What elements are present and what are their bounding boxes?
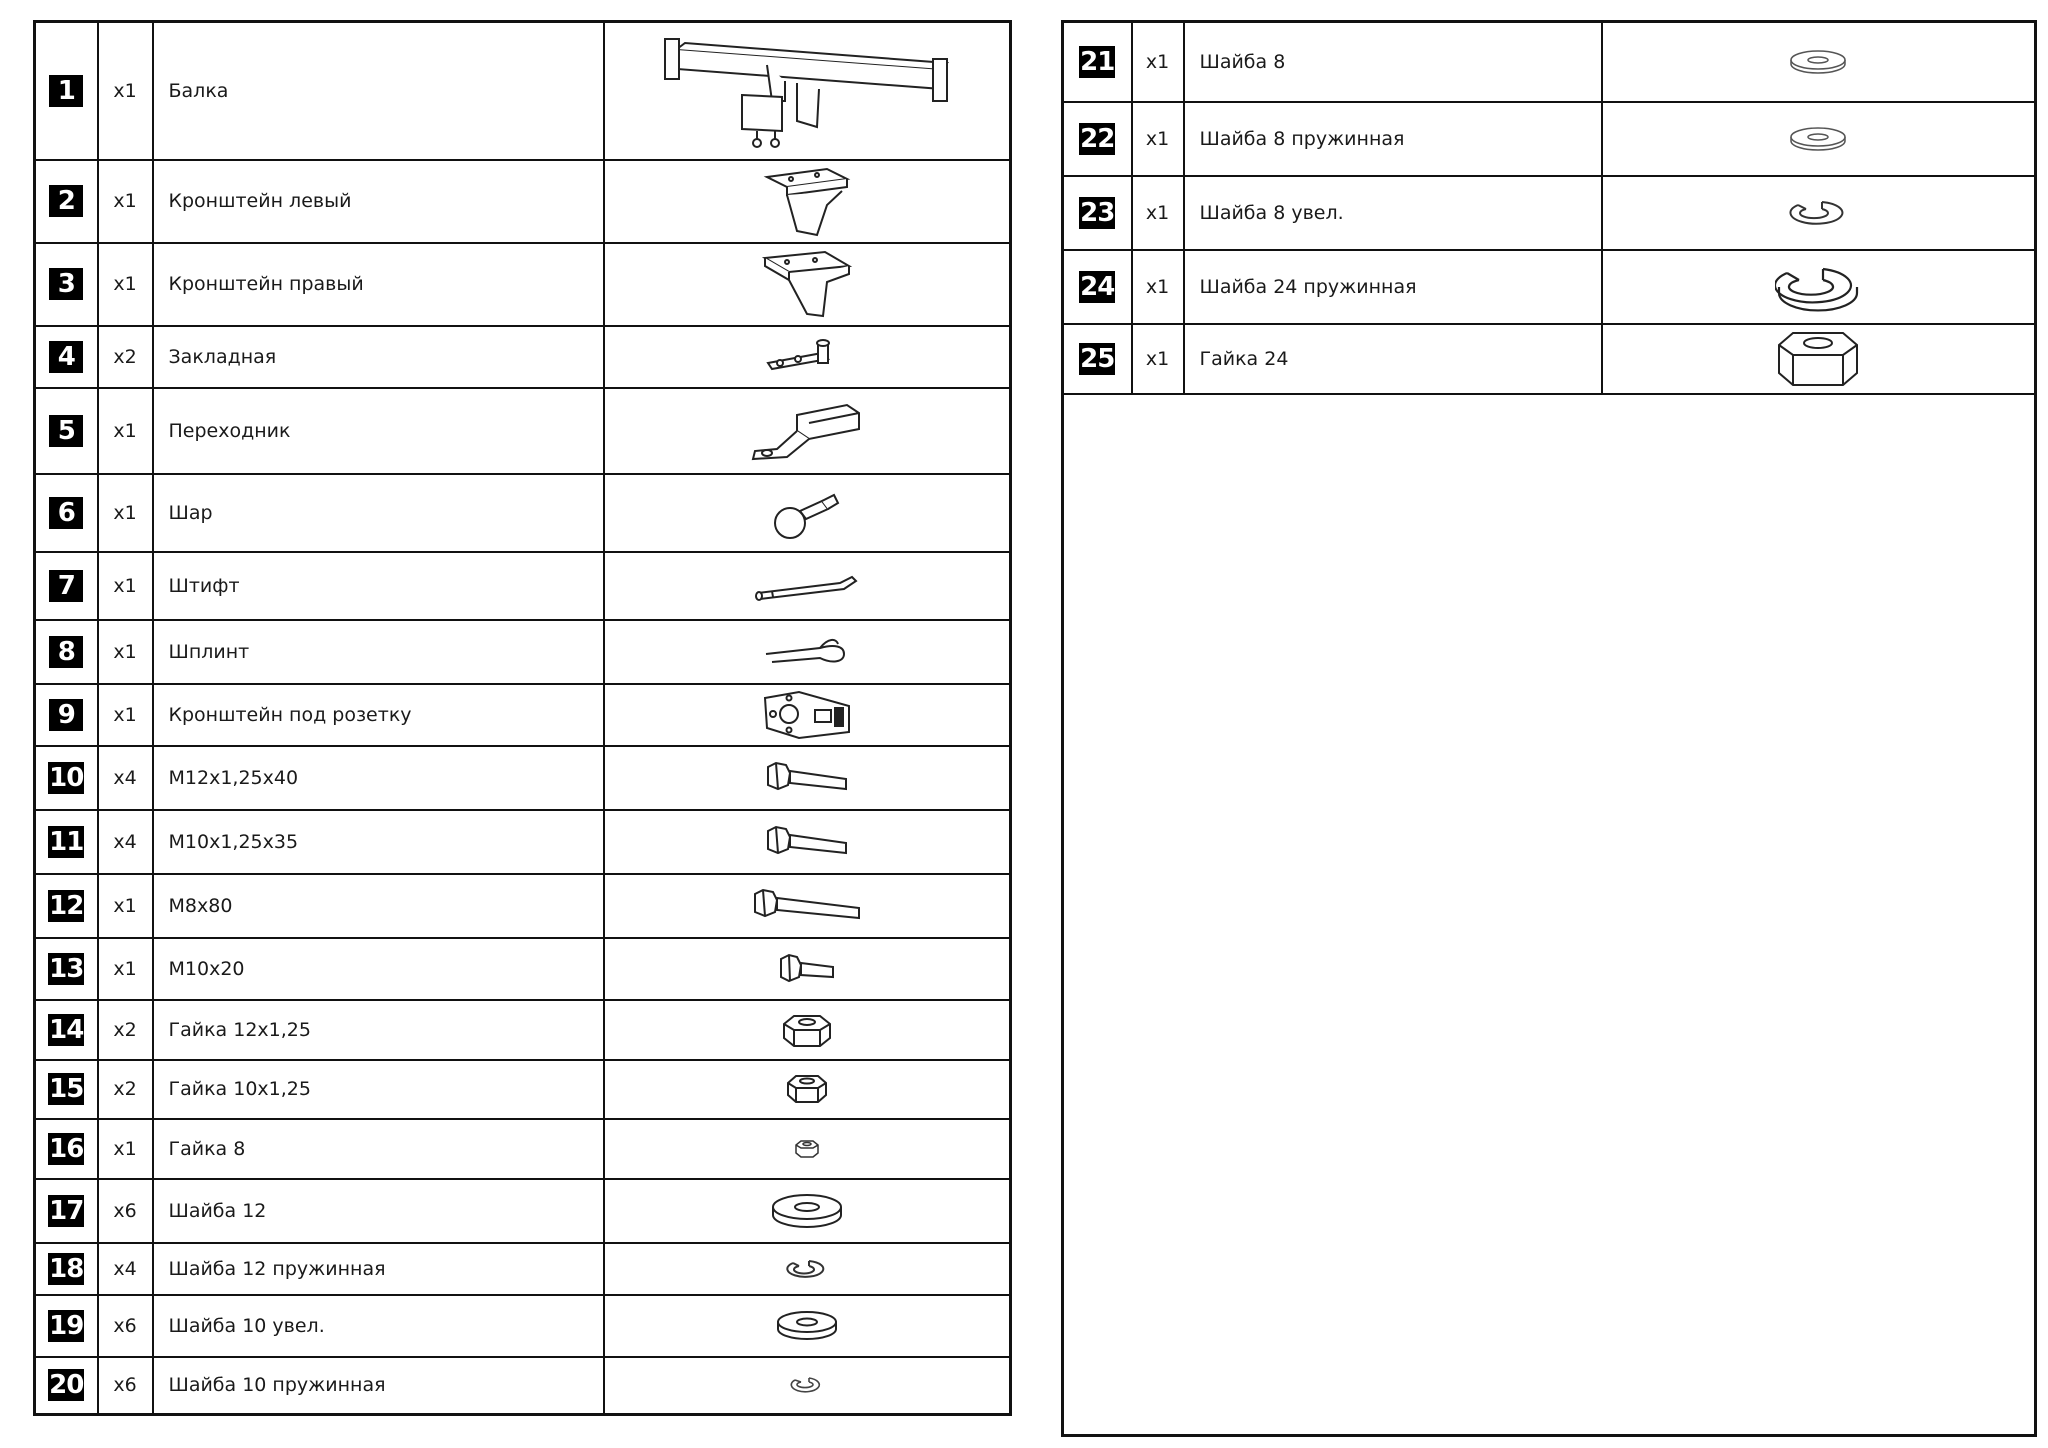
left-bracket-icon	[757, 165, 857, 237]
pin-icon	[752, 569, 862, 603]
item-number: 25	[1080, 343, 1115, 374]
item-number: 4	[49, 341, 83, 373]
table-row	[35, 1243, 1011, 1295]
spring-washer-icon	[785, 1255, 829, 1283]
item-number: 10	[49, 762, 84, 793]
item-quantity: x4	[98, 810, 153, 874]
item-quantity: x1	[1132, 22, 1184, 102]
large-hex-nut-icon	[1775, 329, 1861, 389]
right-bracket-icon	[757, 248, 857, 320]
table-row	[35, 1119, 1011, 1179]
beam-icon	[657, 31, 957, 151]
table-row	[1063, 324, 2036, 394]
item-quantity: x1	[98, 1119, 153, 1179]
item-name: Шайба 8 пружинная	[1184, 102, 1602, 176]
item-number: 11	[49, 826, 84, 857]
table-row	[35, 1179, 1011, 1243]
parts-table-left	[33, 20, 1012, 1416]
table-row	[35, 938, 1011, 1000]
item-quantity: x1	[98, 243, 153, 326]
item-name: Балка	[153, 22, 604, 160]
table-row	[35, 874, 1011, 938]
bolt-icon	[762, 823, 852, 861]
empty-area	[1063, 394, 2036, 1436]
item-name: М10х1,25х35	[153, 810, 604, 874]
item-quantity: x1	[98, 552, 153, 620]
item-name: Гайка 12х1,25	[153, 1000, 604, 1060]
item-number: 12	[49, 890, 84, 921]
item-number: 6	[49, 497, 83, 529]
cotter-pin-icon	[762, 632, 852, 672]
item-number: 14	[49, 1014, 84, 1045]
bolt-icon	[762, 759, 852, 797]
item-quantity: x6	[98, 1357, 153, 1415]
item-name: М12х1,25х40	[153, 746, 604, 810]
table-row	[35, 326, 1011, 388]
table-row	[35, 620, 1011, 684]
item-number: 2	[49, 185, 83, 217]
item-number: 13	[49, 953, 84, 984]
item-name: Шайба 24 пружинная	[1184, 250, 1602, 324]
item-quantity: x1	[1132, 102, 1184, 176]
item-name: Кронштейн правый	[153, 243, 604, 326]
item-quantity: x1	[1132, 250, 1184, 324]
item-number: 19	[49, 1310, 84, 1341]
item-name: М8х80	[153, 874, 604, 938]
item-number: 8	[49, 636, 83, 668]
embed-plate-icon	[762, 337, 852, 377]
item-quantity: x1	[98, 938, 153, 1000]
item-number: 21	[1080, 46, 1115, 77]
item-number: 16	[49, 1133, 84, 1164]
item-number: 9	[49, 699, 83, 731]
item-name: Шайба 8 увел.	[1184, 176, 1602, 250]
table-row	[35, 684, 1011, 746]
item-number: 3	[49, 268, 83, 300]
spring-washer-icon	[789, 1373, 825, 1397]
table-row	[35, 388, 1011, 474]
tow-ball-icon	[762, 483, 852, 543]
item-number: 7	[49, 570, 83, 602]
item-quantity: x4	[98, 1243, 153, 1295]
item-name: Переходник	[153, 388, 604, 474]
item-quantity: x1	[98, 474, 153, 552]
table-row	[1063, 250, 2036, 324]
small-hex-nut-icon	[793, 1138, 821, 1160]
item-name: Закладная	[153, 326, 604, 388]
socket-bracket-icon	[759, 688, 855, 742]
item-quantity: x2	[98, 1060, 153, 1119]
item-number: 1	[49, 75, 83, 107]
item-name: Гайка 8	[153, 1119, 604, 1179]
spring-washer-icon	[1788, 195, 1848, 231]
item-quantity: x2	[98, 1000, 153, 1060]
item-number: 24	[1080, 271, 1115, 302]
item-number: 18	[49, 1253, 84, 1284]
item-quantity: x6	[98, 1179, 153, 1243]
flat-washer-icon	[774, 1306, 840, 1346]
item-name: Шайба 8	[1184, 22, 1602, 102]
item-number: 5	[49, 415, 83, 447]
table-row	[35, 1357, 1011, 1415]
table-row	[35, 1060, 1011, 1119]
item-name: Шайба 10 увел.	[153, 1295, 604, 1357]
table-row	[1063, 22, 2036, 102]
item-number: 17	[49, 1195, 84, 1226]
short-bolt-icon	[775, 951, 839, 987]
item-name: М10х20	[153, 938, 604, 1000]
item-quantity: x4	[98, 746, 153, 810]
flat-washer-icon	[1788, 48, 1848, 76]
item-name: Гайка 24	[1184, 324, 1602, 394]
table-row	[1063, 176, 2036, 250]
table-row	[35, 160, 1011, 243]
item-quantity: x1	[1132, 324, 1184, 394]
flat-washer-icon	[769, 1189, 845, 1233]
table-row	[1063, 102, 2036, 176]
parts-table-right	[1061, 20, 2037, 1437]
item-name: Шайба 10 пружинная	[153, 1357, 604, 1415]
hex-nut-icon	[780, 1010, 834, 1050]
table-row	[35, 474, 1011, 552]
table-row	[35, 1000, 1011, 1060]
table-row	[35, 746, 1011, 810]
item-name: Шайба 12	[153, 1179, 604, 1243]
item-name: Кронштейн левый	[153, 160, 604, 243]
adapter-icon	[747, 397, 867, 465]
flat-washer-icon	[1788, 125, 1848, 153]
item-name: Гайка 10х1,25	[153, 1060, 604, 1119]
spring-washer-icon	[1775, 261, 1861, 313]
item-name: Кронштейн под розетку	[153, 684, 604, 746]
item-number: 23	[1080, 197, 1115, 228]
hex-nut-icon	[784, 1071, 830, 1107]
item-number: 20	[49, 1370, 84, 1401]
item-name: Шар	[153, 474, 604, 552]
item-name: Шплинт	[153, 620, 604, 684]
table-row	[35, 810, 1011, 874]
item-quantity: x1	[1132, 176, 1184, 250]
table-row	[35, 552, 1011, 620]
item-quantity: x1	[98, 22, 153, 160]
table-row	[35, 1295, 1011, 1357]
item-quantity: x1	[98, 874, 153, 938]
item-quantity: x2	[98, 326, 153, 388]
item-quantity: x1	[98, 160, 153, 243]
item-name: Шайба 12 пружинная	[153, 1243, 604, 1295]
table-row	[35, 22, 1011, 160]
table-row	[35, 243, 1011, 326]
item-quantity: x1	[98, 684, 153, 746]
long-bolt-icon	[749, 886, 865, 926]
item-quantity: x6	[98, 1295, 153, 1357]
item-number: 22	[1080, 123, 1115, 154]
item-number: 15	[49, 1074, 84, 1104]
item-quantity: x1	[98, 388, 153, 474]
item-name: Штифт	[153, 552, 604, 620]
item-quantity: x1	[98, 620, 153, 684]
